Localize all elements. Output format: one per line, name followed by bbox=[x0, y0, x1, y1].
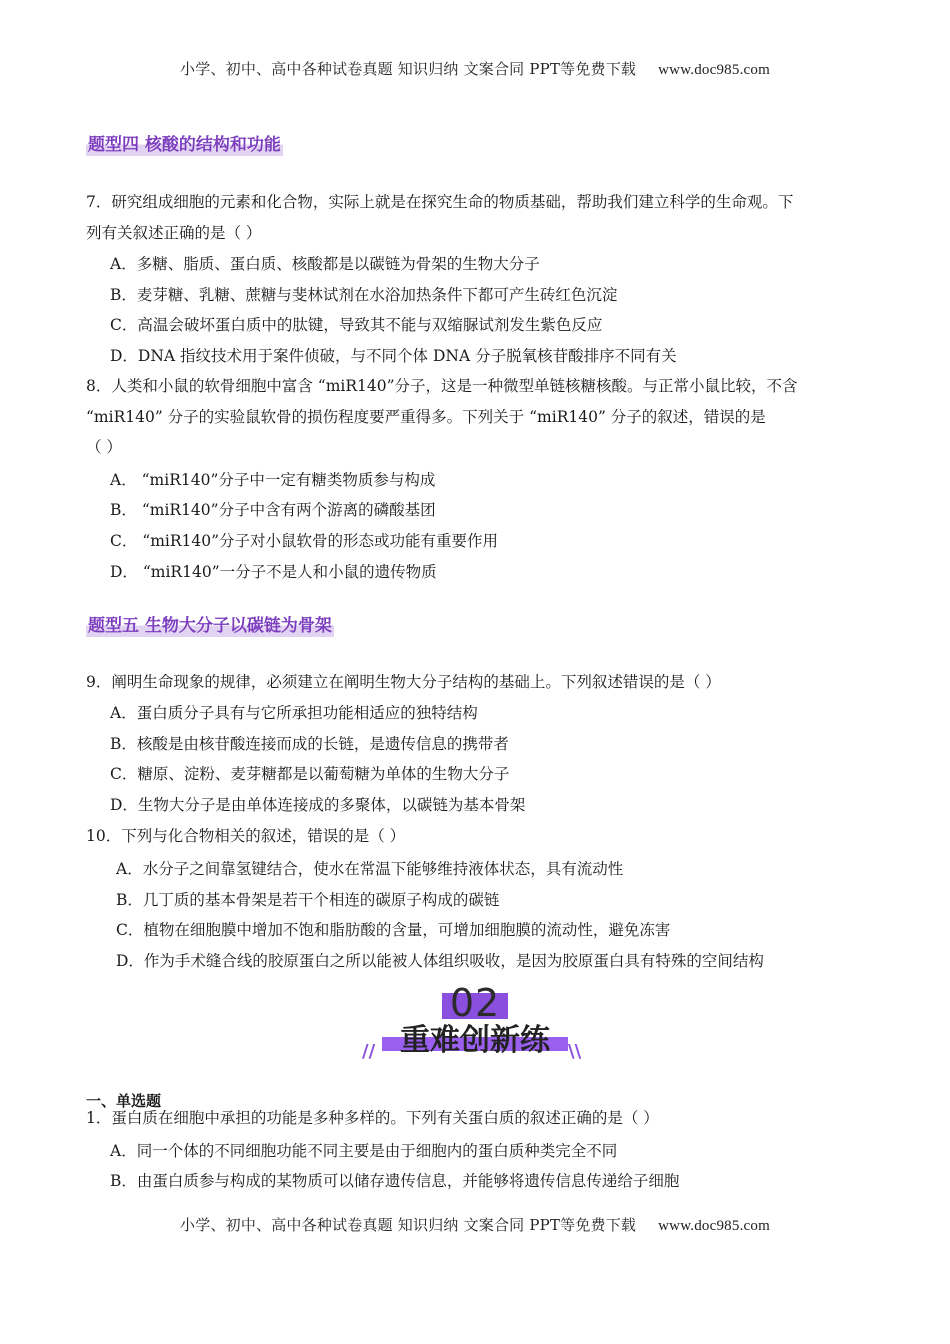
question-9-stem: 9．阐明生命现象的规律，必须建立在阐明生物大分子结构的基础上。下列叙述错误的是（ ） bbox=[86, 673, 721, 691]
question-8-line1: 8．人类和小鼠的软骨细胞中富含 “miR140”分子，这是一种微型单链核糖核酸。与正常小鼠比较，不含 bbox=[86, 377, 798, 395]
question-8-stem bbox=[86, 371, 866, 463]
question-1-option-a: A．同一个体的不同细胞功能不同主要是由于细胞内的蛋白质种类完全不同 bbox=[110, 1142, 618, 1160]
question-10-stem: 10．下列与化合物相关的叙述，错误的是（ ） bbox=[86, 827, 406, 845]
question-8-option-a: A． “miR140”分子中一定有糖类物质参与构成 bbox=[110, 471, 436, 489]
question-10-option-b: B．几丁质的基本骨架是若干个相连的碳原子构成的碳链 bbox=[116, 891, 500, 909]
question-8-line3: （ ） bbox=[86, 438, 122, 457]
question-9-option-b: B．核酸是由核苷酸连接而成的长链，是遗传信息的携带者 bbox=[110, 735, 509, 753]
section-title-4: 题型四 核酸的结构和功能 bbox=[88, 135, 281, 155]
question-8-line2: “miR140” 分子的实验鼠软骨的损伤程度要严重得多。下列关于 “miR140” 分子的叙述，错误的是 bbox=[86, 407, 766, 426]
badge-title: 重难创新练 bbox=[400, 1023, 550, 1058]
header-url[interactable]: www.doc985.com bbox=[658, 62, 770, 78]
question-7-option-d: D．DNA 指纹技术用于案件侦破，与不同个体 DNA 分子脱氧核苷酸排序不同有关 bbox=[110, 347, 677, 365]
badge-left-slash-icon: // bbox=[362, 1041, 376, 1062]
question-7-stem bbox=[86, 187, 866, 248]
question-8-option-c: C． “miR140”分子对小鼠软骨的形态或功能有重要作用 bbox=[110, 532, 499, 550]
footer-url[interactable]: www.doc985.com bbox=[658, 1218, 770, 1234]
question-9-option-a: A．蛋白质分子具有与它所承担功能相适应的独特结构 bbox=[110, 704, 478, 722]
question-1-option-b: B．由蛋白质参与构成的某物质可以储存遗传信息，并能够将遗传信息传递给子细胞 bbox=[110, 1172, 680, 1190]
question-10-option-c: C．植物在细胞膜中增加不饱和脂肪酸的含量，可增加细胞膜的流动性，避免冻害 bbox=[116, 921, 671, 939]
question-8-option-d: D． “miR140”一分子不是人和小鼠的遗传物质 bbox=[110, 563, 437, 581]
section-badge bbox=[360, 981, 590, 1075]
question-7-option-c: C．高温会破坏蛋白质中的肽键，导致其不能与双缩脲试剂发生紫色反应 bbox=[110, 316, 603, 334]
question-7-line1: 7．研究组成细胞的元素和化合物，实际上就是在探究生命的物质基础，帮助我们建立科学的生命观。下 bbox=[86, 193, 794, 211]
page-footer bbox=[0, 1214, 950, 1235]
footer-text: 小学、初中、高中各种试卷真题 知识归纳 文案合同 PPT等免费下载 bbox=[180, 1216, 637, 1234]
question-7-option-b: B．麦芽糖、乳糖、蔗糖与斐林试剂在水浴加热条件下都可产生砖红色沉淀 bbox=[110, 286, 618, 304]
part-title: 一、单选题 bbox=[86, 1092, 162, 1110]
question-7-line2: 列有关叙述正确的是（ ） bbox=[86, 223, 262, 242]
question-10-option-d: D．作为手术缝合线的胶原蛋白之所以能被人体组织吸收，是因为胶原蛋白具有特殊的空间结构 bbox=[116, 952, 764, 970]
question-1-stem: 1．蛋白质在细胞中承担的功能是多种多样的。下列有关蛋白质的叙述正确的是（ ） bbox=[86, 1109, 659, 1127]
badge-right-slash-icon: \\ bbox=[568, 1041, 582, 1062]
question-9-option-c: C．糖原、淀粉、麦芽糖都是以葡萄糖为单体的生物大分子 bbox=[110, 765, 510, 783]
question-7-option-a: A．多糖、脂质、蛋白质、核酸都是以碳链为骨架的生物大分子 bbox=[110, 255, 540, 273]
page-header bbox=[0, 58, 950, 79]
badge-number: 02 bbox=[449, 981, 501, 1025]
header-text: 小学、初中、高中各种试卷真题 知识归纳 文案合同 PPT等免费下载 bbox=[180, 60, 637, 78]
question-9-option-d: D．生物大分子是由单体连接成的多聚体，以碳链为基本骨架 bbox=[110, 796, 526, 814]
question-10-option-a: A．水分子之间靠氢键结合，使水在常温下能够维持液体状态，具有流动性 bbox=[116, 860, 624, 878]
question-8-option-b: B． “miR140”分子中含有两个游离的磷酸基团 bbox=[110, 501, 436, 519]
section-title-5: 题型五 生物大分子以碳链为骨架 bbox=[88, 616, 332, 636]
